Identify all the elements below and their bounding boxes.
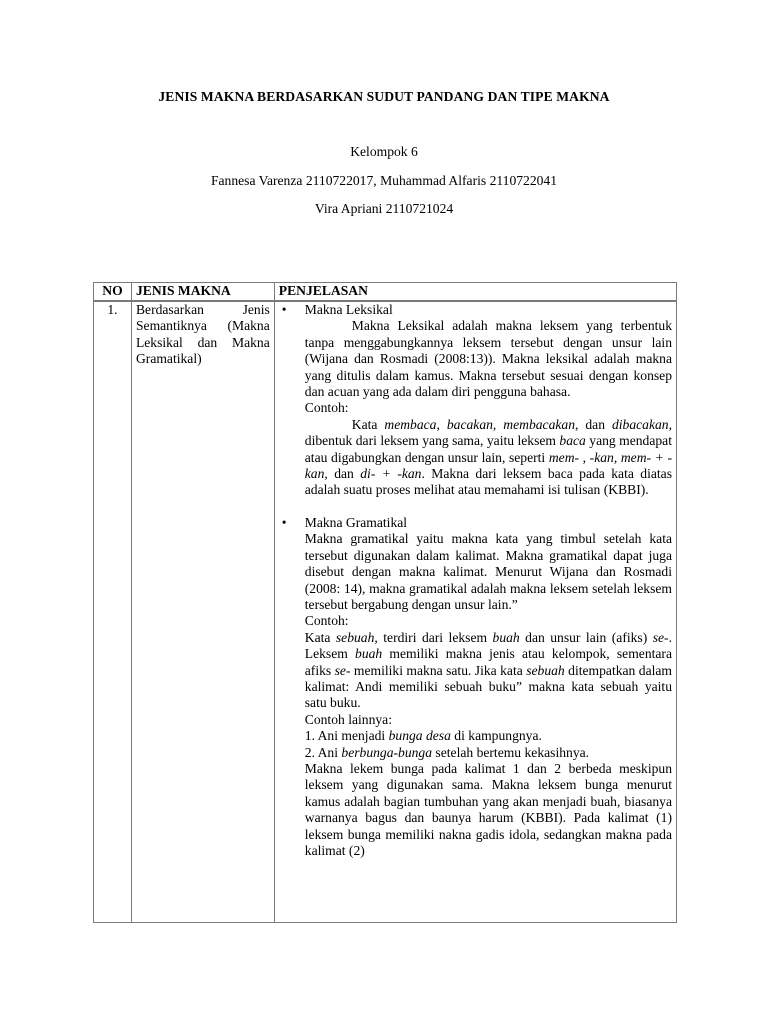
table-header-row [94,283,677,302]
bullet-icon: • [281,514,287,530]
row-penjelasan [274,301,676,922]
gramatikal-contoh-lainnya: Contoh lainnya: [304,711,392,727]
leksikal-heading: Makna Leksikal [304,302,393,317]
gramatikal-definition: Makna gramatikal yaitu makna kata yang timbul setelah kata tersebut digunakan dalam kalimat. Makna gramatikal dapat juga disebut dengan makna kalimat. Menurut Wijana dan Rosmadi (2008: 14), makna gramatikal adalah makna leksem setelah leksem tersebut bergabung dengan unsur lain.” [304,531,672,612]
meaning-table [93,282,677,923]
example-item-2: 2. Ani berbunga-bunga setelah bertemu kekasihnya. [304,744,590,760]
header-no: NO [94,283,132,302]
authors-line-2: Vira Apriani 2110721024 [314,201,454,216]
leksikal-contoh-label: Contoh: [304,400,349,416]
makna-leksikal-section [279,302,672,499]
row-jenis-makna: Berdasarkan Jenis Semantiknya (Makna Leksikal dan Makna Gramatikal) [131,301,274,922]
leksikal-definition: Makna Leksikal adalah makna leksem yang terbentuk tanpa menggabungkannya leksem tersebut dengan unsur lain (Wijana dan Rosmadi (2008:13)). Makna leksikal adalah makna yang ditulis dalam kamus. Makna tersebut sesuai dengan konsep dan acuan yang ada dalam diri pengguna bahasa. [304,318,672,400]
gramatikal-closing: Makna lekem bunga pada kalimat 1 dan 2 berbeda meskipun leksem yang digunakan sama. Makna leksem bunga menurut kamus adalah bagian tumbuhan yang akan menjadi buah, biasanya warnanya bagus dan baunya harum (KBBI). Pada kalimat (1) leksem bunga memiliki nakna gadis idola, sedangkan makna pada kalimat (2) [304,760,672,858]
gramatikal-heading: Makna Gramatikal [304,514,408,530]
leksikal-example: Kata membaca, bacakan, membacakan, dan dibacakan, dibentuk dari leksem yang sama, yaitu leksem baca yang mendapat atau digabungkan dengan unsur lain, seperti mem- , -kan, mem- + - kan, dan di- + -kan. Makna dari leksem baca pada kata diatas adalah suatu proses melihat atau memahami isi tulisan (KBBI). [304,416,673,498]
header-jenis-makna: JENIS MAKNA [131,283,274,302]
authors-line-1: Fannesa Varenza 2110722017, Muhammad Alfaris 2110722041 [210,173,558,188]
gramatikal-contoh-label: Contoh: [304,613,349,629]
row-number: 1. [94,301,132,922]
header-penjelasan: PENJELASAN [274,283,676,302]
group-label: Kelompok 6 [350,144,418,159]
document-title: JENIS MAKNA BERDASARKAN SUDUT PANDANG DAN TIPE MAKNA [158,89,610,104]
example-item-1: 1. Ani menjadi bunga desa di kampungnya. [304,728,542,744]
makna-gramatikal-section [279,515,672,860]
table-row [94,301,677,922]
gramatikal-example: Kata sebuah, terdiri dari leksem buah dan unsur lain (afiks) se-. Leksem buah memiliki makna jenis atau kelompok, sementara afiks se- memiliki makna satu. Jika kata sebuah ditempatkan dalam kalimat: Andi memiliki sebuah buku” makna kata sebuah yaitu satu buku. [304,629,672,711]
bullet-icon: • [281,302,287,317]
